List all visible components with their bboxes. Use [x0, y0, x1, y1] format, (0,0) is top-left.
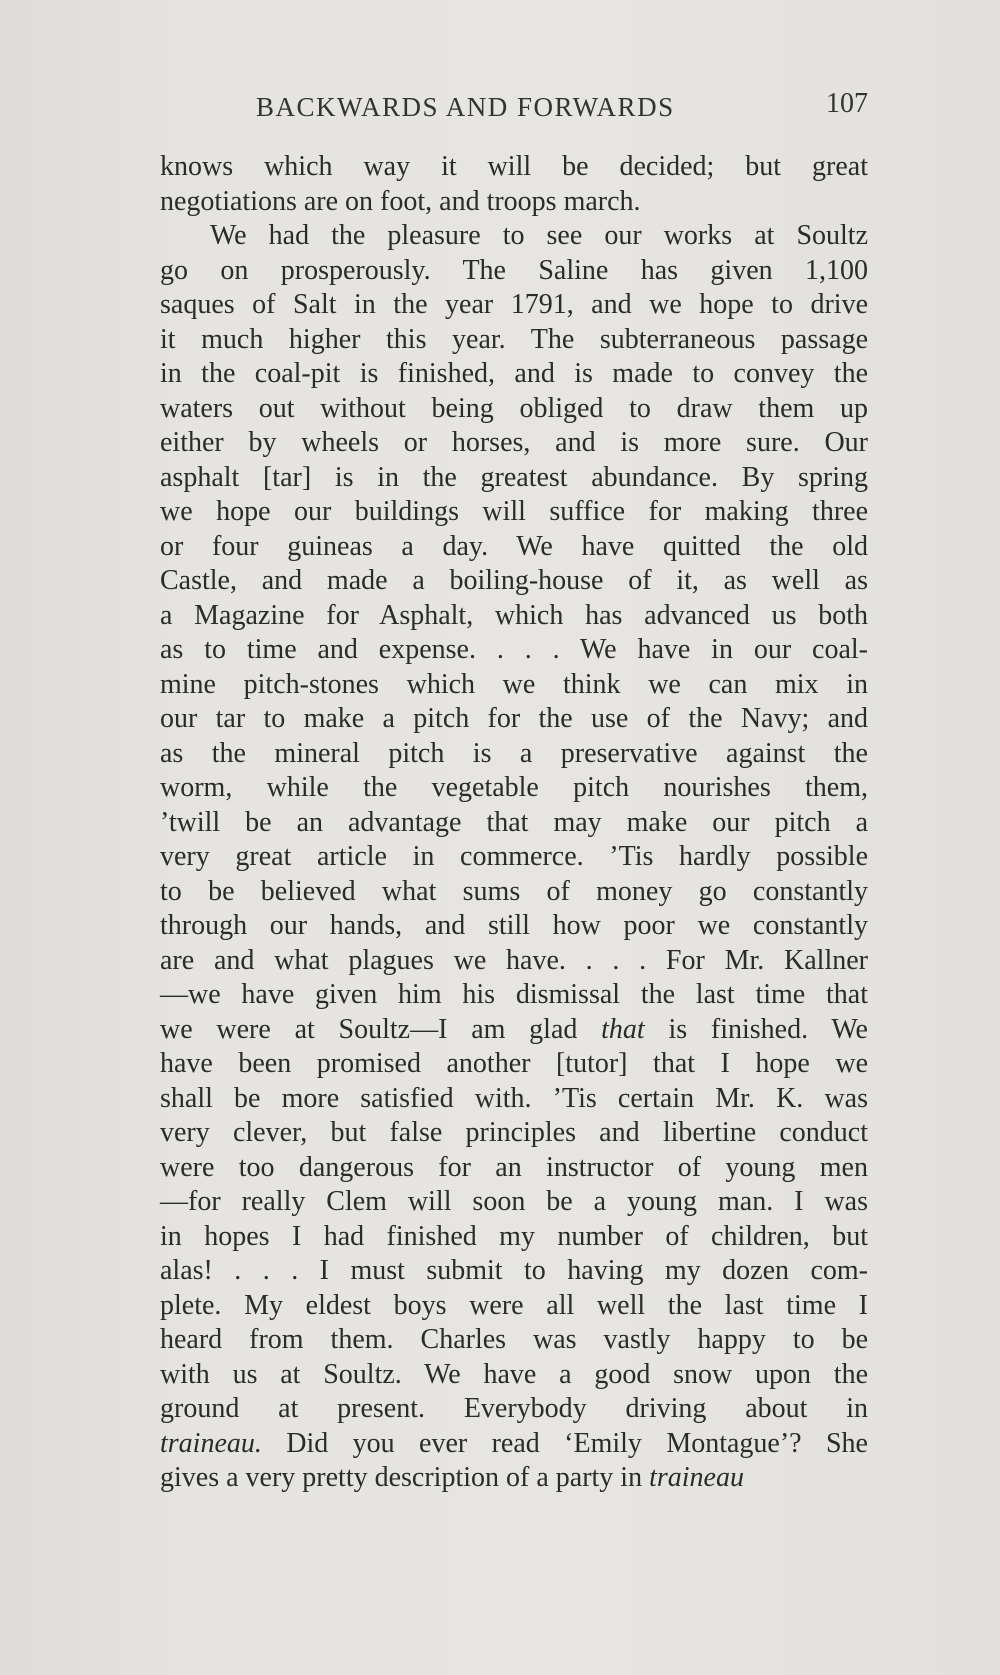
text-line: knows which way it will be decided; but great [160, 151, 868, 182]
text-line: or four guineas a day. We have quitted the old [160, 530, 868, 562]
text-run: gives a very pretty description of a party in [160, 1462, 650, 1493]
text-line: in hopes I had finished my number of children, but [160, 1220, 868, 1252]
running-head: BACKWARDS AND FORWARDS [256, 92, 675, 122]
text-line: alas! . . . I must submit to having my dozen com- [160, 1255, 868, 1286]
text-line: waters out without being obliged to draw them up [160, 392, 868, 424]
text-line: to be believed what sums of money go constantly [160, 875, 868, 907]
text-line: very clever, but false principles and libertine conduct [160, 1117, 868, 1148]
text-line: negotiations are on foot, and troops march. [160, 185, 641, 217]
text-line: mine pitch-stones which we think we can mix in [160, 668, 868, 700]
text-line [160, 1427, 868, 1462]
text-run: Did you ever read ‘Emily Montague’? She [261, 1427, 868, 1459]
text-line: our tar to make a pitch for the use of the Navy; and [160, 703, 868, 734]
text-line: through our hands, and still how poor we constantly [160, 910, 868, 941]
text-line: in the coal-pit is finished, and is made to convey the [160, 358, 868, 389]
text-line: heard from them. Charles was vastly happy to be [160, 1324, 868, 1355]
italic-word: that [601, 1013, 645, 1045]
body-text [160, 150, 868, 1496]
text-line: saques of Salt in the year 1791, and we hope to drive [160, 289, 868, 320]
text-line: with us at Soultz. We have a good snow upon the [160, 1358, 868, 1390]
text-line: as the mineral pitch is a preservative against the [160, 737, 868, 769]
italic-word: traineau [649, 1462, 744, 1493]
page-header [160, 88, 868, 132]
text-run: is finished. We [644, 1013, 868, 1045]
text-line: shall be more satisfied with. ’Tis certain Mr. K. was [160, 1082, 868, 1114]
text-line [160, 1461, 868, 1496]
text-line: plete. My eldest boys were all well the last time I [160, 1289, 868, 1321]
text-line: it much higher this year. The subterraneous passage [160, 323, 868, 355]
text-line: very great article in commerce. ’Tis hardly possible [160, 841, 868, 872]
text-line: have been promised another [tutor] that I hope we [160, 1048, 868, 1079]
text-line: worm, while the vegetable pitch nourishes them, [160, 772, 868, 803]
text-line: are and what plagues we have. . . . For Mr. Kallner [160, 944, 868, 976]
text-line: —we have given him his dismissal the last time that [160, 979, 868, 1010]
text-run: we were at Soultz—I am glad [160, 1013, 602, 1045]
text-line: a Magazine for Asphalt, which has advanced us both [160, 599, 868, 631]
text-line: —for really Clem will soon be a young man. I was [160, 1186, 868, 1217]
text-line: asphalt [tar] is in the greatest abundance. By spring [160, 461, 868, 493]
text-line: Castle, and made a boiling-house of it, as well as [160, 565, 868, 596]
italic-word: traineau. [160, 1427, 262, 1459]
text-line: we hope our buildings will suffice for making three [160, 496, 868, 527]
text-line [160, 1013, 868, 1048]
text-line: ’twill be an advantage that may make our pitch a [160, 806, 868, 838]
text-line: go on prosperously. The Saline has given 1,100 [160, 254, 868, 286]
page-number: 107 [826, 88, 868, 119]
text-line: We had the pleasure to see our works at Soultz [210, 220, 868, 251]
text-line: were too dangerous for an instructor of young men [160, 1151, 868, 1183]
text-line: as to time and expense. . . . We have in our coal- [160, 634, 868, 665]
text-line: ground at present. Everybody driving about in [160, 1393, 868, 1424]
text-line: either by wheels or horses, and is more sure. Our [160, 427, 868, 458]
